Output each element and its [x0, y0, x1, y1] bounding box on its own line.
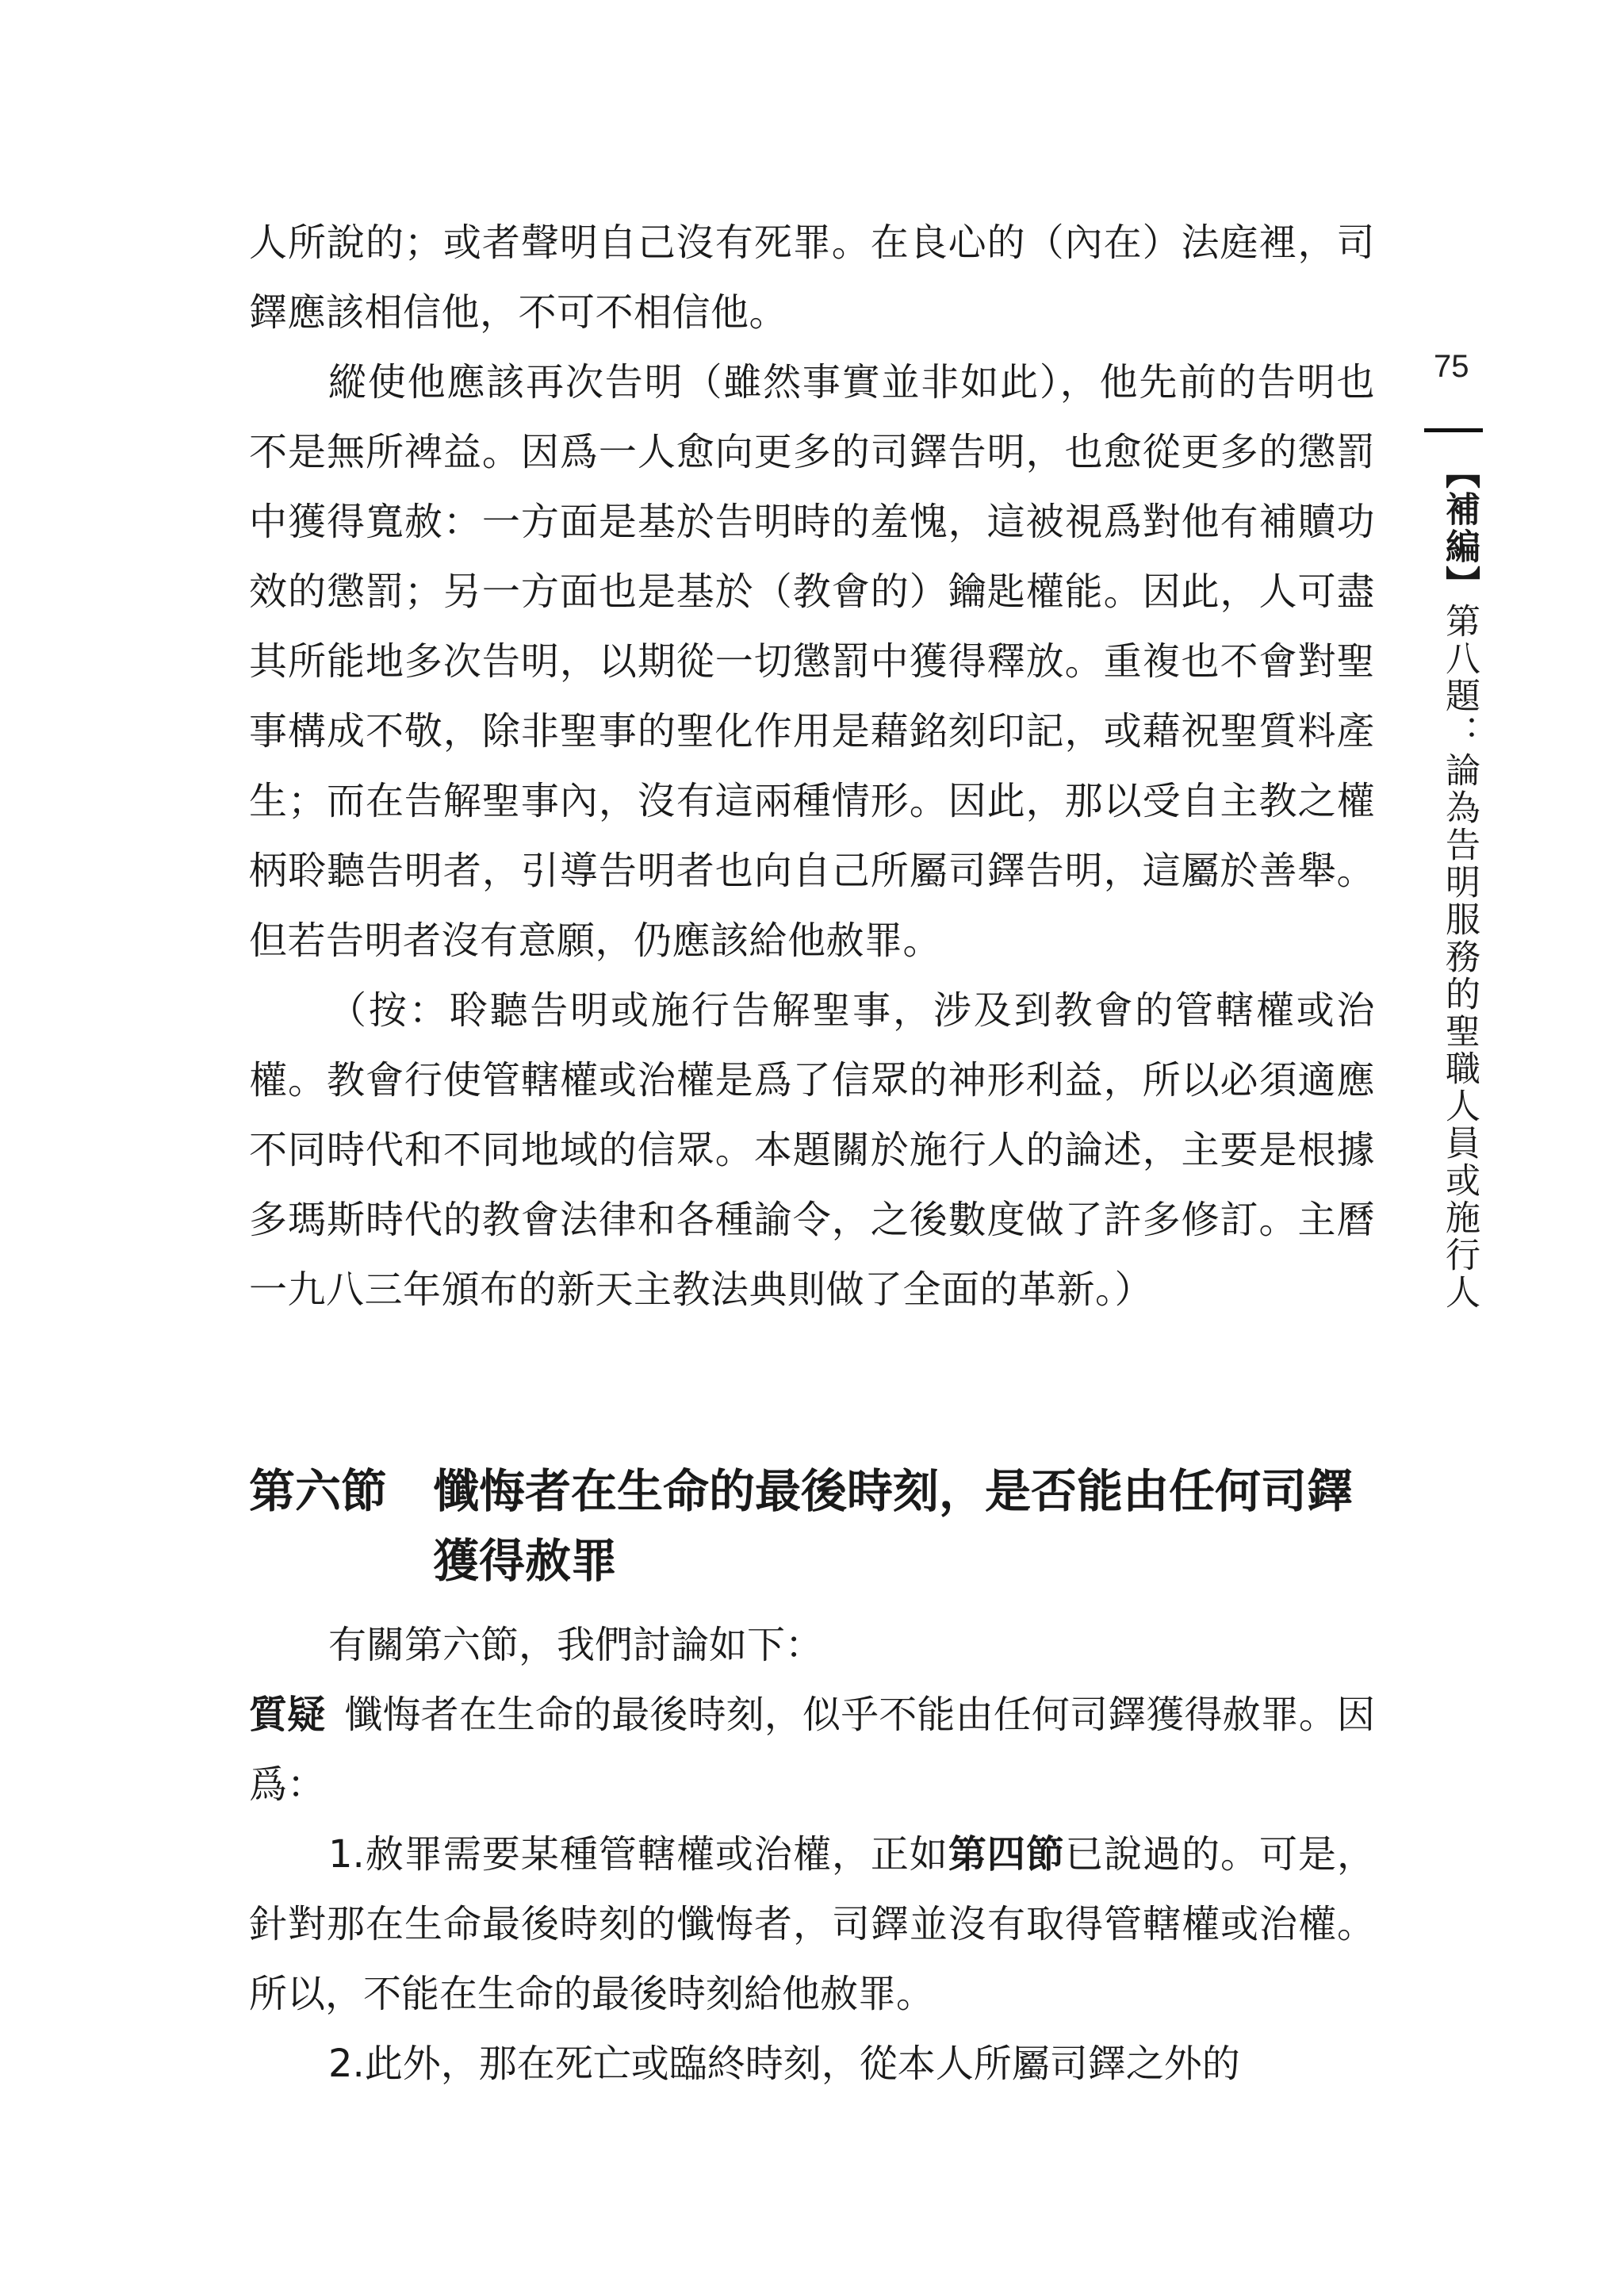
section-body: [249, 1610, 1375, 2099]
paragraph-continuation: 人所說的；或者聲明自己沒有死罪。在良心的（內在）法庭裡，司鐸應該相信他，不可不相信他。: [249, 220, 1375, 335]
main-text-block: [249, 208, 1375, 1325]
objection-point-2: 2.此外，那在死亡或臨終時刻，從本人所屬司鐸之外的: [328, 2042, 1240, 2086]
section-title-line1: 懺悔者在生命的最後時刻，是否能由任何司鐸: [433, 1464, 1354, 1518]
running-head-topic: 第八題：論為告明服務的聖職人員或施行人: [1439, 603, 1480, 1311]
objection-point-1: [249, 1819, 1375, 2029]
objection-text: 懺悔者在生命的最後時刻，似乎不能由任何司鐸獲得赦罪。因爲：: [249, 1693, 1375, 1807]
section-title-line2: 獲得赦罪: [433, 1534, 618, 1588]
point1-reference: 第四節: [948, 1832, 1065, 1877]
objection-paragraph: [249, 1680, 1375, 1819]
running-head: [1434, 454, 1478, 1311]
paragraph-reply: 縱使他應該再次告明（雖然事實並非如此），他先前的告明也不是無所裨益。因爲一人愈向更多的司鐸告明，也愈從更多的懲罰中獲得寬赦：一方面是基於告明時的羞愧，這被視爲對他有補贖功效的懲罰；另一方面也是基於（教會的）鑰匙權能。因此，人可盡其所能地多次告明，以期從一切懲罰中獲得釋放。重複也不會對聖事構成不敬，除非聖事的聖化作用是藉銘刻印記，或藉祝聖質料產生；而在告解聖事內，沒有這兩種情形。因此，那以受自主教之權柄聆聽告明者，引導告明者也向自己所屬司鐸告明，這屬於善舉。但若告明者沒有意願，仍應該給他赦罪。: [249, 360, 1375, 963]
point1-after: 已說過的。可是，針對那在生命最後時刻的懺悔者，司鐸並沒有取得管轄權或治權。所以，不能在生命的最後時刻給他赦罪。: [249, 1832, 1375, 2016]
section-intro: 有關第六節，我們討論如下：: [328, 1623, 824, 1667]
running-head-series: 【補編】: [1439, 454, 1480, 603]
section-heading: [249, 1456, 1383, 1596]
paragraph-note: （按：聆聽告明或施行告解聖事，涉及到教會的管轄權或治權。教會行使管轄權或治權是爲了信眾的神形利益，所以必須適應不同時代和不同地域的信眾。本題關於施行人的論述，主要是根據多瑪斯時代的教會法律和各種諭令，之後數度做了許多修訂。主曆一九八三年頒布的新天主教法典則做了全面的革新。）: [249, 988, 1375, 1312]
page-number: 75: [1434, 349, 1469, 384]
header-rule: [1424, 428, 1483, 432]
section-number: 第六節: [249, 1464, 388, 1518]
objection-label: 質疑: [249, 1693, 326, 1737]
point1-before: 1.赦罪需要某種管轄權或治權，正如: [328, 1832, 948, 1877]
